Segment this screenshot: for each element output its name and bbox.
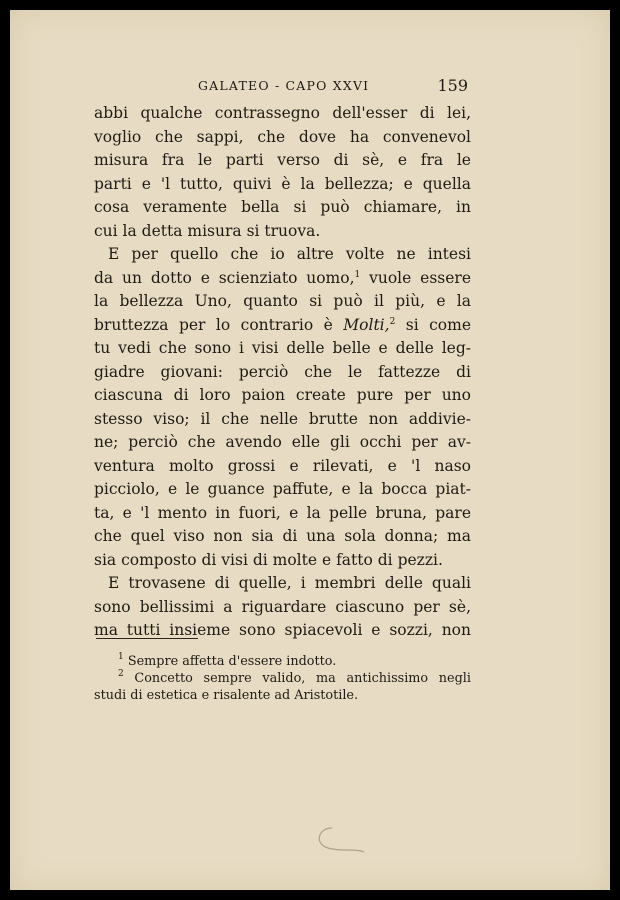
text-line: tu vedi che sono i visi delle belle e delle leg- xyxy=(94,339,471,357)
text-line: E trovasene di quelle, i membri delle quali xyxy=(108,574,471,592)
footnote-ref-1: 1 xyxy=(354,269,361,280)
footnote-2-continued: studi di estetica e risalente ad Aristotile. xyxy=(94,688,359,703)
text-line xyxy=(94,314,471,338)
pencil-mark xyxy=(310,822,370,862)
text-line: giadre giovani: perciò che le fattezze di xyxy=(94,362,471,381)
text-line: parti e 'l tutto, quivi è la bellezza; e quella xyxy=(94,174,471,193)
text-line: abbi qualche contrassegno dell'esser di lei, xyxy=(94,104,471,122)
page-number: 159 xyxy=(437,76,468,95)
running-head xyxy=(96,76,468,98)
book-page xyxy=(10,10,610,890)
text-line: picciolo, e le guance paffute, e la bocca piat- xyxy=(94,480,471,498)
text-line: sia composto di visi di molte e fatto di pezzi. xyxy=(94,550,443,569)
text-line: ta, e 'l mento in fuori, e la pelle bruna, pare xyxy=(94,503,471,522)
text-line: E per quello che io altre volte ne intesi xyxy=(108,245,471,263)
footnote-text: Sempre affetta d'essere indotto. xyxy=(127,654,337,669)
footnote-1 xyxy=(94,653,471,670)
text-line: voglio che sappi, che dove ha convenevol xyxy=(94,127,471,146)
text-line: ciascuna di loro paion create pure per uno xyxy=(94,386,471,404)
body-text xyxy=(94,102,471,643)
text-line: che quel viso non sia di una sola donna; ma xyxy=(94,527,471,545)
text-segment: vuole essere xyxy=(369,268,471,287)
text-line: la bellezza Uno, quanto si può il più, e la xyxy=(94,292,471,310)
footnote-2 xyxy=(94,670,471,687)
text-segment: si come xyxy=(405,315,471,334)
text-segment: da un dotto e scienziato uomo, xyxy=(94,268,355,287)
text-line: ne; perciò che avendo elle gli occhi per av- xyxy=(94,433,471,451)
text-segment: bruttezza per lo contrario è xyxy=(94,315,333,334)
text-line: ma tutti insieme sono spiacevoli e sozzi, non xyxy=(94,621,471,639)
text-line: ventura molto grossi e rilevati, e 'l naso xyxy=(94,456,471,475)
text-line xyxy=(94,267,471,291)
text-line: misura fra le parti verso di sè, e fra le xyxy=(94,151,471,169)
footnote-ref-2: 2 xyxy=(389,316,396,327)
footnote-divider xyxy=(96,638,198,639)
footnote-marker: 2 xyxy=(118,669,124,679)
footnote-text: Concetto sempre valido, ma antichissimo negli xyxy=(134,671,471,686)
footnotes xyxy=(94,653,471,704)
italic-term: Molti, xyxy=(343,315,390,334)
text-line: stesso viso; il che nelle brutte non addivie- xyxy=(94,409,471,428)
running-title: GALATEO - CAPO XXVI xyxy=(198,78,370,93)
text-line: cui la detta misura si truova. xyxy=(94,221,321,240)
text-line: sono bellissimi a riguardare ciascuno per sè, xyxy=(94,597,471,616)
text-line: cosa veramente bella si può chiamare, in xyxy=(94,198,471,216)
footnote-marker: 1 xyxy=(118,652,124,662)
